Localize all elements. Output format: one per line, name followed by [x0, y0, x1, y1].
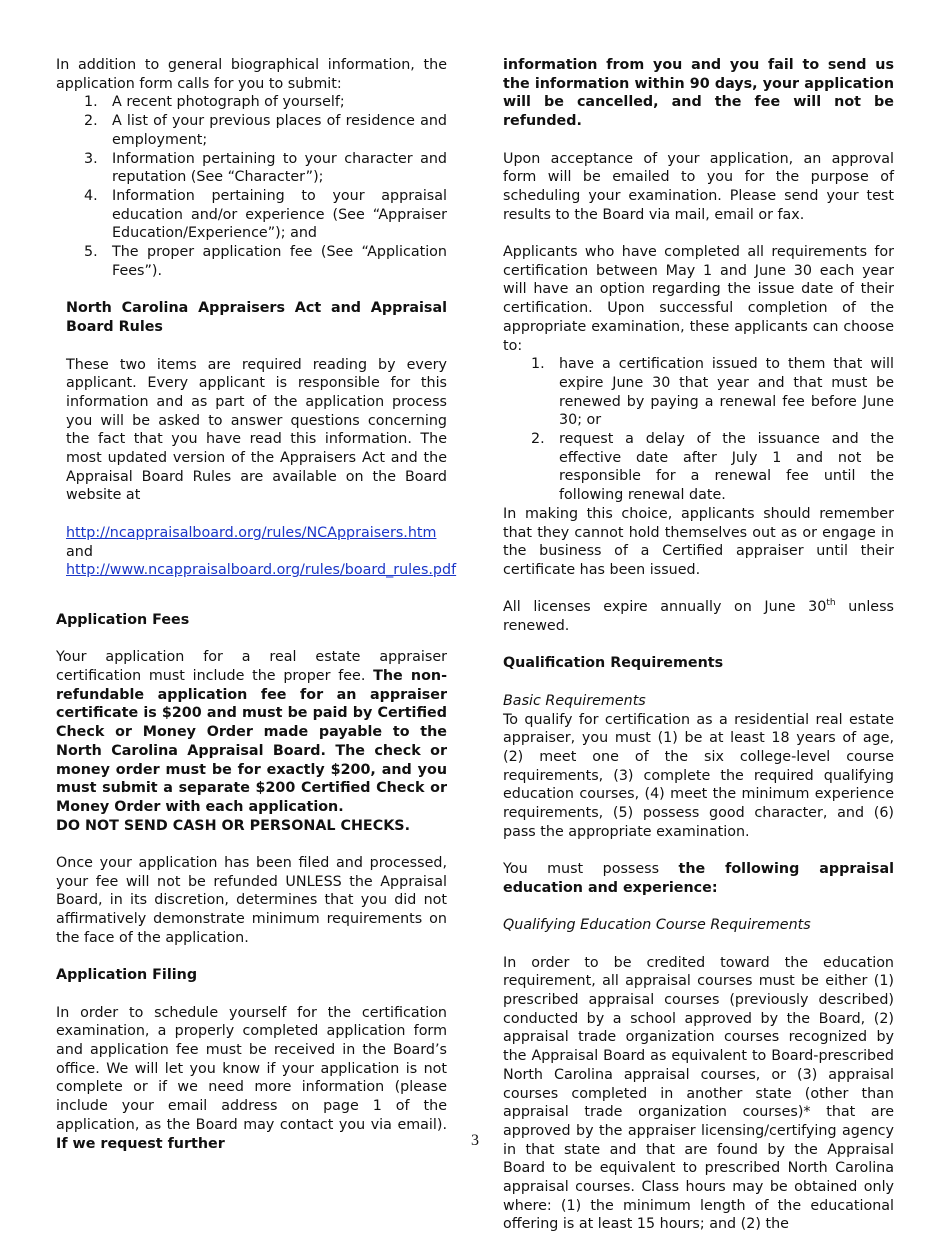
refund-paragraph: Once your application has been filed and processed, your fee will not be refunded UNLESS the Appraisal Board, in its discretion, determines that you did not affirmatively demonstrate minimum requirements on the face of the application. — [56, 855, 447, 946]
list-item: 3. Information pertaining to your character and reputation (See “Character”); — [84, 150, 447, 186]
link-conjunction: and — [66, 543, 93, 560]
fees-paragraph: Your application for a real estate appraiser certification must include the proper fee. The non-refundable application fee for an appraiser certificate is $200 and must be paid by Certified Check or Money Order made payable to the North Carolina Appraisal Board. The check or money order must be for exactly $200, and you must submit a separate $200 Certified Check or Money Order with each application. DO NOT SEND CASH OR PERSONAL CHECKS. — [56, 649, 448, 834]
acceptance-paragraph: Upon acceptance of your application, an approval form will be emailed to you for the purpose of scheduling your examination. Please send your test results to the Board via mail, email or fax. — [503, 150, 894, 223]
fees-heading: Application Fees — [56, 611, 190, 628]
choice-paragraph: In making this choice, applicants should remember that they cannot hold themselves out as or engage in the business of a Certified appraiser until their certificate has been issued. — [503, 505, 894, 578]
right-column — [503, 56, 894, 1234]
education-paragraph: In order to be credited toward the education requirement, all appraisal courses must be either (1) prescribed appraisal courses (previously described) conducted by a school approved by the Board, (2) appraisal trade organization courses recognized by the Appraisal Board as equivalent to Board-prescribed North Carolina appraisal courses, or (3) appraisal courses completed in another state (other than appraisal trade organization courses)* that are approved by the appraiser licensing/certifying agency in that state and that are found by the Appraisal Board to be equivalent to prescribed North Carolina appraisal courses. Class hours may be obtained only where: (1) the minimum length of the educational offering is at least 15 hours; and (2) the — [503, 954, 894, 1233]
list-item: 4. Information pertaining to your appraisal education and/or experience (See “Appraiser Education/Experience”); and — [84, 187, 447, 242]
education-heading: Qualifying Education Course Requirements — [503, 917, 811, 934]
renewal-option-list — [503, 355, 894, 505]
basic-requirements-heading: Basic Requirements — [503, 692, 646, 709]
left-column — [56, 56, 457, 1153]
list-item: 2. request a delay of the issuance and the effective date after July 1 and not be responsible for a renewal fee until the following renewal date. — [531, 431, 894, 504]
expiration-paragraph: All licenses expire annually on June 30th unless renewed. — [503, 598, 894, 635]
rules-link[interactable]: http://www.ncappraisalboard.org/rules/board_rules.pdf — [66, 562, 457, 579]
list-item: 1. A recent photograph of yourself; — [84, 94, 345, 111]
qualification-heading: Qualification Requirements — [503, 655, 724, 672]
filing-heading: Application Filing — [56, 967, 198, 984]
filing-paragraph: In order to schedule yourself for the certification examination, a properly completed application form and application fee must be received in the Board’s office. We will let you know if your application is not complete or if we need more information (please include your email address on page 1 of the application, as the Board may contact you via email). If we request further — [56, 1004, 447, 1152]
submission-list — [56, 93, 447, 280]
fees-warning: DO NOT SEND CASH OR PERSONAL CHECKS. — [56, 817, 411, 834]
list-item: 1. have a certification issued to them that will expire June 30 that year and that must be renewed by paying a renewal fee before June 30; or — [531, 356, 894, 429]
intro-paragraph: In addition to general biographical information, the application form calls for you to submit: — [56, 57, 447, 92]
act-heading: North Carolina Appraisers Act and Appraisal Board Rules — [66, 300, 447, 336]
page-number: 3 — [471, 1132, 479, 1149]
renewal-option-paragraph: Applicants who have completed all requirements for certification between May 1 and June 30 each year will have an option regarding the issue date of their certification. Upon successful completion of the appropriate examination, these applicants can choose to: — [503, 244, 894, 354]
basic-requirements-paragraph: To qualify for certification as a residential real estate appraiser, you must (1) be at least 18 years of age, (2) meet one of the six college-level course requirements, (3) complete the required qualifying education courses, (4) meet the minimum experience requirements, (5) possess good character, and (6) pass the appropriate examination. — [503, 711, 894, 840]
act-paragraph: These two items are required reading by every applicant. Every applicant is responsible for this information and as part of the application process you will be asked to answer questions concerning the fact that you have read this information. The most updated version of the Appraisers Act and the Appraisal Board Rules are available on the Board website at — [66, 356, 447, 504]
possess-paragraph: You must possess the following appraisal education and experience: — [503, 861, 894, 896]
list-item: 2. A list of your previous places of residence and employment; — [84, 113, 447, 148]
act-link[interactable]: http://ncappraisalboard.org/rules/NCAppraisers.htm — [66, 524, 437, 541]
list-item: 5. The proper application fee (See “Application Fees”). — [84, 244, 447, 279]
filing-continuation: information from you and you fail to send us the information within 90 days, your application will be cancelled, and the fee will not be refunded. — [503, 57, 894, 130]
